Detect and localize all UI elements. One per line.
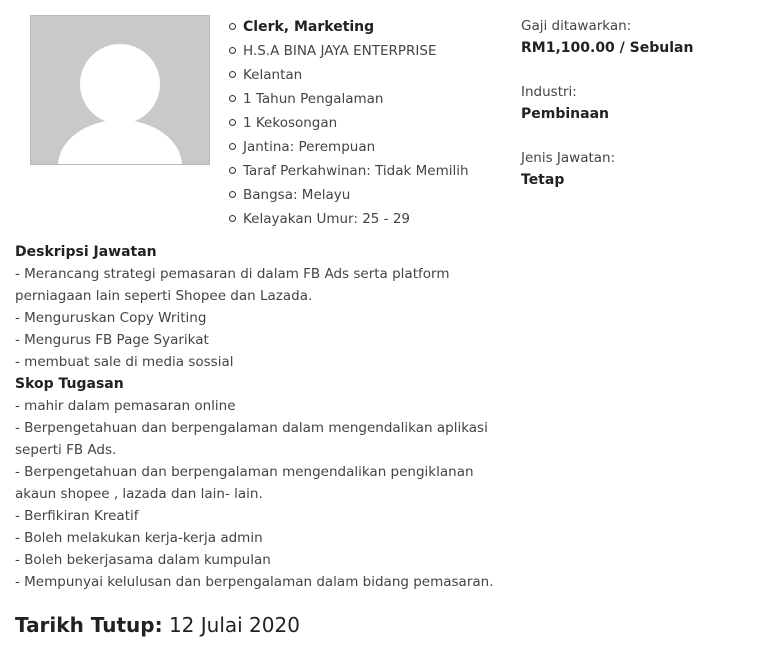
job-meta — [521, 15, 693, 213]
job-race: Bangsa: Melayu — [225, 183, 469, 207]
salary-value: RM1,100.00 / Sebulan — [521, 40, 694, 56]
salary-label: Gaji ditawarkan: — [521, 18, 632, 34]
scope-line: - Berfikiran Kreatif — [15, 508, 139, 524]
scope-line: - Boleh bekerjasama dalam kumpulan — [15, 552, 271, 568]
description-line: - Mengurus FB Page Syarikat — [15, 332, 209, 348]
job-vacancies: 1 Kekosongan — [225, 111, 469, 135]
job-type-group — [521, 147, 693, 191]
scope-heading: Skop Tugasan — [15, 376, 124, 392]
job-marital-status: Taraf Perkahwinan: Tidak Memilih — [225, 159, 469, 183]
job-experience: 1 Tahun Pengalaman — [225, 87, 469, 111]
job-age: Kelayakan Umur: 25 - 29 — [225, 207, 469, 231]
job-description — [15, 241, 505, 593]
salary-group — [521, 15, 693, 59]
company-name: H.S.A BINA JAYA ENTERPRISE — [225, 39, 469, 63]
job-type-label: Jenis Jawatan: — [521, 150, 616, 166]
closing-date-label: Tarikh Tutup: — [15, 613, 163, 637]
description-line: - Merancang strategi pemasaran di dalam FB Ads serta platform perniagaan lain seperti Shopee dan Lazada. — [15, 266, 450, 304]
person-placeholder-icon — [31, 16, 209, 164]
company-avatar — [30, 15, 210, 165]
job-info-list — [225, 15, 469, 231]
description-line: - Menguruskan Copy Writing — [15, 310, 207, 326]
closing-date — [15, 611, 300, 639]
job-gender: Jantina: Perempuan — [225, 135, 469, 159]
industry-group — [521, 81, 693, 125]
industry-label: Industri: — [521, 84, 577, 100]
scope-line: - Berpengetahuan dan berpengalaman mengendalikan pengiklanan akaun shopee , lazada dan lain- lain. — [15, 464, 474, 502]
closing-date-value: 12 Julai 2020 — [168, 613, 300, 637]
industry-value: Pembinaan — [521, 106, 609, 122]
job-location: Kelantan — [225, 63, 469, 87]
description-line: - membuat sale di media sossial — [15, 354, 234, 370]
scope-line: - Mempunyai kelulusan dan berpengalaman dalam bidang pemasaran. — [15, 574, 494, 590]
job-title: Clerk, Marketing — [225, 15, 469, 39]
job-type-value: Tetap — [521, 172, 565, 188]
scope-line: - Boleh melakukan kerja-kerja admin — [15, 530, 263, 546]
description-heading: Deskripsi Jawatan — [15, 244, 157, 260]
scope-line: - Berpengetahuan dan berpengalaman dalam mengendalikan aplikasi seperti FB Ads. — [15, 420, 488, 458]
scope-line: - mahir dalam pemasaran online — [15, 398, 236, 414]
